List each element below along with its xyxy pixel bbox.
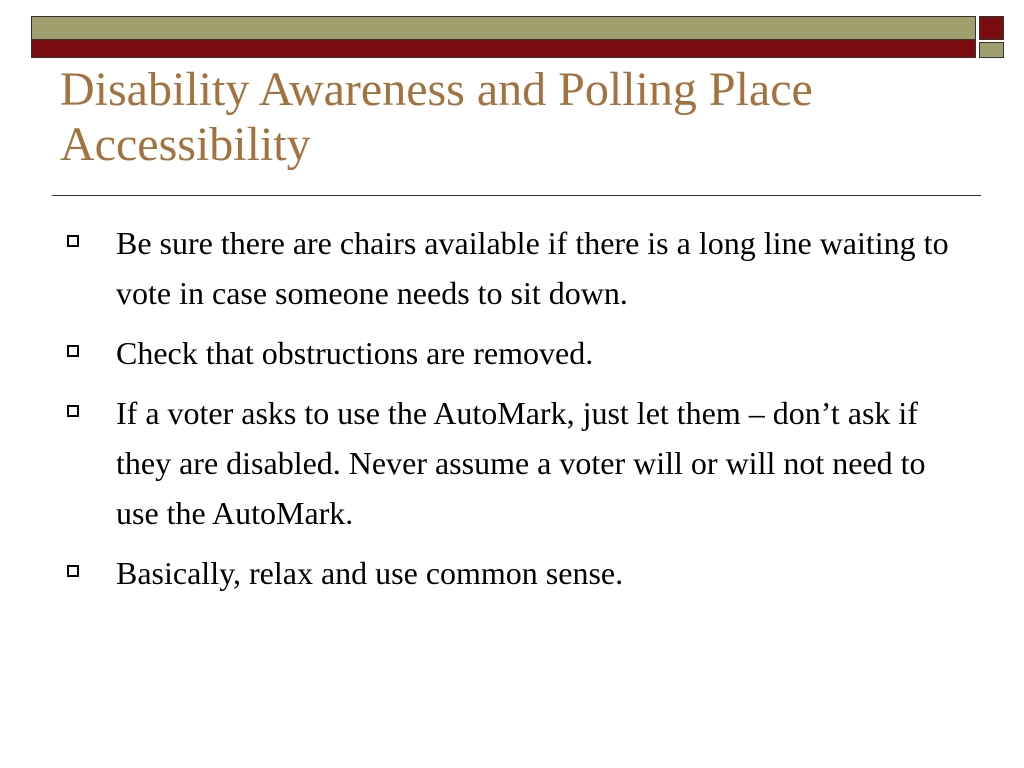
hollow-square-bullet-icon xyxy=(67,235,79,247)
hollow-square-bullet-icon xyxy=(67,565,79,577)
list-item xyxy=(66,328,966,378)
list-item xyxy=(66,388,966,538)
bullet-list xyxy=(66,218,966,608)
bullet-text: Check that obstructions are removed. xyxy=(116,335,594,371)
hollow-square-bullet-icon xyxy=(67,405,79,417)
list-item xyxy=(66,218,966,318)
bullet-text: If a voter asks to use the AutoMark, just let them – don’t ask if they are disabled. Never assume a voter will or will not need to use the AutoMark. xyxy=(116,395,926,531)
slide-title: Disability Awareness and Polling Place Accessibility xyxy=(60,63,813,171)
hollow-square-bullet-icon xyxy=(67,345,79,357)
header-olive-band xyxy=(31,16,976,40)
header-maroon-square xyxy=(979,16,1004,40)
title-divider xyxy=(52,195,981,196)
bullet-text: Basically, relax and use common sense. xyxy=(116,555,624,591)
bullet-text: Be sure there are chairs available if there is a long line waiting to vote in case someone needs to sit down. xyxy=(116,225,949,311)
header-olive-square xyxy=(979,42,1004,58)
header-maroon-band xyxy=(31,40,976,58)
list-item xyxy=(66,548,966,598)
